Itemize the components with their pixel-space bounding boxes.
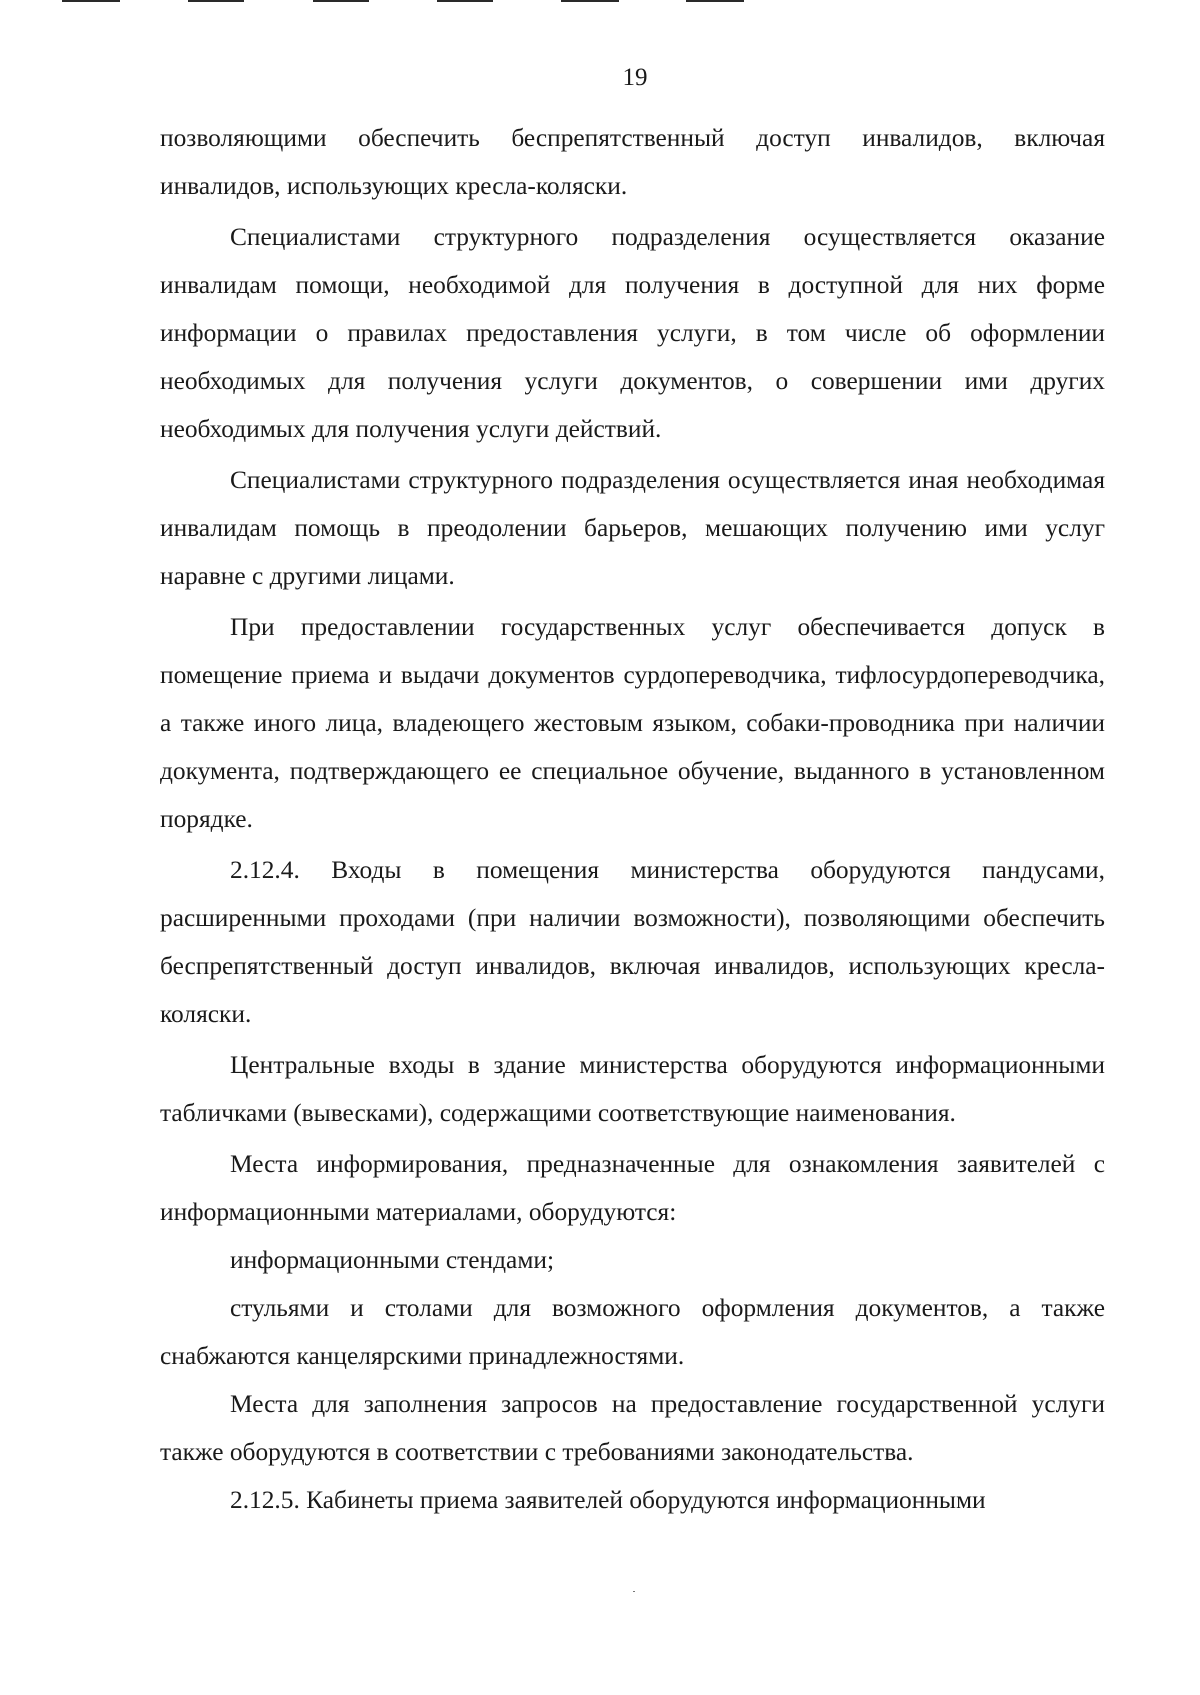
top-edge-mark xyxy=(686,0,744,2)
paragraph: При предоставлении государственных услуг обеспечивается допуск в помещение приема и выдачи документов сурдопереводчика, тифлосурдопереводчика, а также иного лица, владеющего жестовым языком, собаки-проводника при наличии документа, подтверждающего ее специальное обучение, выданного в установленном порядке. xyxy=(160,613,1105,833)
paragraph: Места информирования, предназначенные для ознакомления заявителей с информационными материалами, оборудуются: xyxy=(160,1150,1105,1226)
paragraph: 2.12.5. Кабинеты приема заявителей оборудуются информационными xyxy=(230,1486,986,1514)
paragraph: Центральные входы в здание министерства оборудуются информационными табличками (вывесками), содержащими соответствующие наименования. xyxy=(160,1051,1105,1127)
top-edge-mark xyxy=(437,0,493,2)
top-edge-mark xyxy=(313,0,369,2)
top-edge-mark xyxy=(62,0,120,2)
paragraph: позволяющими обеспечить беспрепятственный доступ инвалидов, включая инвалидов, использующих кресла-коляски. xyxy=(160,124,1105,200)
paragraph: Места для заполнения запросов на предоставление государственной услуги также оборудуются в соответствии с требованиями законодательства. xyxy=(160,1390,1105,1466)
document-body xyxy=(160,114,1105,1524)
page-number: 19 xyxy=(622,64,648,91)
scan-speck xyxy=(633,1591,635,1592)
top-edge-marks xyxy=(0,0,1200,4)
paragraph: 2.12.4. Входы в помещения министерства оборудуются пандусами, расширенными проходами (при наличии возможности), позволяющими обеспечить беспрепятственный доступ инвалидов, включая инвалидов, использующих кресла-коляски. xyxy=(160,856,1105,1028)
paragraph: Специалистами структурного подразделения осуществляется оказание инвалидам помощи, необходимой для получения в доступной для них форме информации о правилах предоставления услуги, в том числе об оформлении необходимых для получения услуги документов, о совершении ими других необходимых для получения услуги действий. xyxy=(160,223,1105,443)
top-edge-mark xyxy=(561,0,619,2)
top-edge-mark xyxy=(188,0,244,2)
paragraph: Специалистами структурного подразделения осуществляется иная необходимая инвалидам помощь в преодолении барьеров, мешающих получению ими услуг наравне с другими лицами. xyxy=(160,466,1105,590)
list-item: информационными стендами; xyxy=(230,1246,555,1274)
list-item: стульями и столами для возможного оформления документов, а также снабжаются канцелярскими принадлежностями. xyxy=(160,1294,1105,1370)
